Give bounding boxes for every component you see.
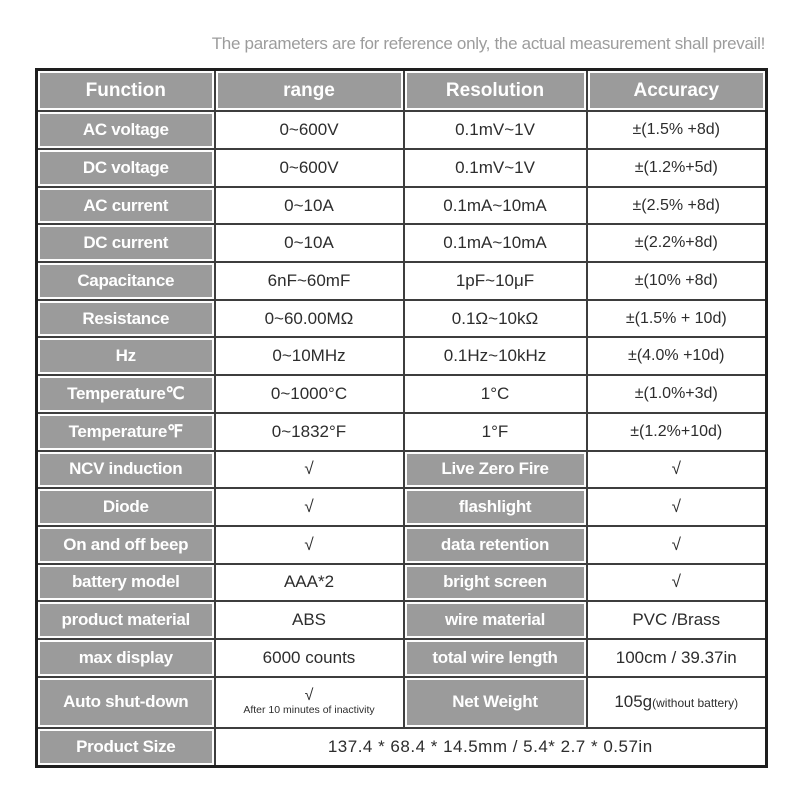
range-value: 0~600V: [215, 149, 404, 187]
table-row: [37, 564, 767, 602]
accuracy-value: ±(1.0%+3d): [587, 375, 767, 413]
table-row: [37, 337, 767, 375]
table-row: [37, 413, 767, 451]
resolution-value: 0.1Hz~10kHz: [404, 337, 587, 375]
accuracy-value: ±(10% +8d): [587, 262, 767, 300]
feature-check: √: [587, 488, 767, 526]
header-function: Function: [37, 70, 215, 112]
feature-label: wire material: [404, 601, 587, 639]
feature-check: √: [587, 526, 767, 564]
feature-check: √: [587, 564, 767, 602]
product-size-row: [37, 728, 767, 767]
accuracy-value: ±(1.5% +8d): [587, 111, 767, 149]
feature-label: On and off beep: [37, 526, 215, 564]
feature-label: Auto shut-down: [37, 677, 215, 728]
header-row: [37, 70, 767, 112]
feature-label: NCV induction: [37, 451, 215, 489]
table-row: [37, 224, 767, 262]
table-row: [37, 149, 767, 187]
feature-label: Product Size: [37, 728, 215, 767]
range-value: 0~10MHz: [215, 337, 404, 375]
accuracy-value: ±(2.2%+8d): [587, 224, 767, 262]
accuracy-value: ±(4.0% +10d): [587, 337, 767, 375]
range-value: 0~60.00MΩ: [215, 300, 404, 338]
feature-value: AAA*2: [215, 564, 404, 602]
range-value: 0~600V: [215, 111, 404, 149]
range-value: 0~10A: [215, 224, 404, 262]
function-label: Temperature℃: [37, 375, 215, 413]
feature-label: total wire length: [404, 639, 587, 677]
table-row: [37, 639, 767, 677]
resolution-value: 0.1mV~1V: [404, 111, 587, 149]
table-row: [37, 262, 767, 300]
disclaimer-text: The parameters are for reference only, the actual measurement shall prevail!: [211, 34, 765, 53]
net-weight-sub: (without battery): [652, 696, 739, 711]
feature-value: 100cm / 39.37in: [587, 639, 767, 677]
feature-check: √: [215, 451, 404, 489]
range-value: 0~1000°C: [215, 375, 404, 413]
resolution-value: 1°C: [404, 375, 587, 413]
auto-shutdown-value: [215, 677, 404, 728]
range-value: 0~10A: [215, 187, 404, 225]
header-resolution: Resolution: [404, 70, 587, 112]
table-row: [37, 300, 767, 338]
resolution-value: 1pF~10μF: [404, 262, 587, 300]
function-label: Capacitance: [37, 262, 215, 300]
feature-label: max display: [37, 639, 215, 677]
product-size-value: 137.4 * 68.4 * 14.5mm / 5.4* 2.7 * 0.57in: [215, 728, 767, 767]
feature-label: Net Weight: [404, 677, 587, 728]
function-label: AC current: [37, 187, 215, 225]
feature-value: ABS: [215, 601, 404, 639]
accuracy-value: ±(1.2%+5d): [587, 149, 767, 187]
auto-shutdown-note: After 10 minutes of inactivity: [243, 704, 375, 717]
feature-check: √: [587, 451, 767, 489]
table-row: [37, 187, 767, 225]
table-row: [37, 375, 767, 413]
header-range: range: [215, 70, 404, 112]
feature-label: flashlight: [404, 488, 587, 526]
table-row: [37, 601, 767, 639]
function-label: Temperature℉: [37, 413, 215, 451]
feature-label: product material: [37, 601, 215, 639]
range-value: 0~1832°F: [215, 413, 404, 451]
net-weight-main: 105g: [614, 692, 653, 712]
feature-label: data retention: [404, 526, 587, 564]
feature-label: Live Zero Fire: [404, 451, 587, 489]
accuracy-value: ±(1.2%+10d): [587, 413, 767, 451]
auto-shutdown-row: [37, 677, 767, 728]
feature-check: √: [215, 526, 404, 564]
table-row: [37, 451, 767, 489]
feature-label: Diode: [37, 488, 215, 526]
function-label: DC current: [37, 224, 215, 262]
resolution-value: 0.1Ω~10kΩ: [404, 300, 587, 338]
header-accuracy: Accuracy: [587, 70, 767, 112]
accuracy-value: ±(1.5% + 10d): [587, 300, 767, 338]
resolution-value: 1°F: [404, 413, 587, 451]
function-label: Resistance: [37, 300, 215, 338]
feature-check: √: [304, 687, 314, 705]
resolution-value: 0.1mA~10mA: [404, 187, 587, 225]
accuracy-value: ±(2.5% +8d): [587, 187, 767, 225]
feature-value: 6000 counts: [215, 639, 404, 677]
function-label: AC voltage: [37, 111, 215, 149]
net-weight-value: [587, 677, 767, 728]
function-label: DC voltage: [37, 149, 215, 187]
table-row: [37, 526, 767, 564]
spec-table: [35, 68, 768, 768]
range-value: 6nF~60mF: [215, 262, 404, 300]
table-row: [37, 111, 767, 149]
function-label: Hz: [37, 337, 215, 375]
feature-label: battery model: [37, 564, 215, 602]
feature-check: √: [215, 488, 404, 526]
feature-label: bright screen: [404, 564, 587, 602]
resolution-value: 0.1mA~10mA: [404, 224, 587, 262]
resolution-value: 0.1mV~1V: [404, 149, 587, 187]
table-row: [37, 488, 767, 526]
feature-value: PVC /Brass: [587, 601, 767, 639]
